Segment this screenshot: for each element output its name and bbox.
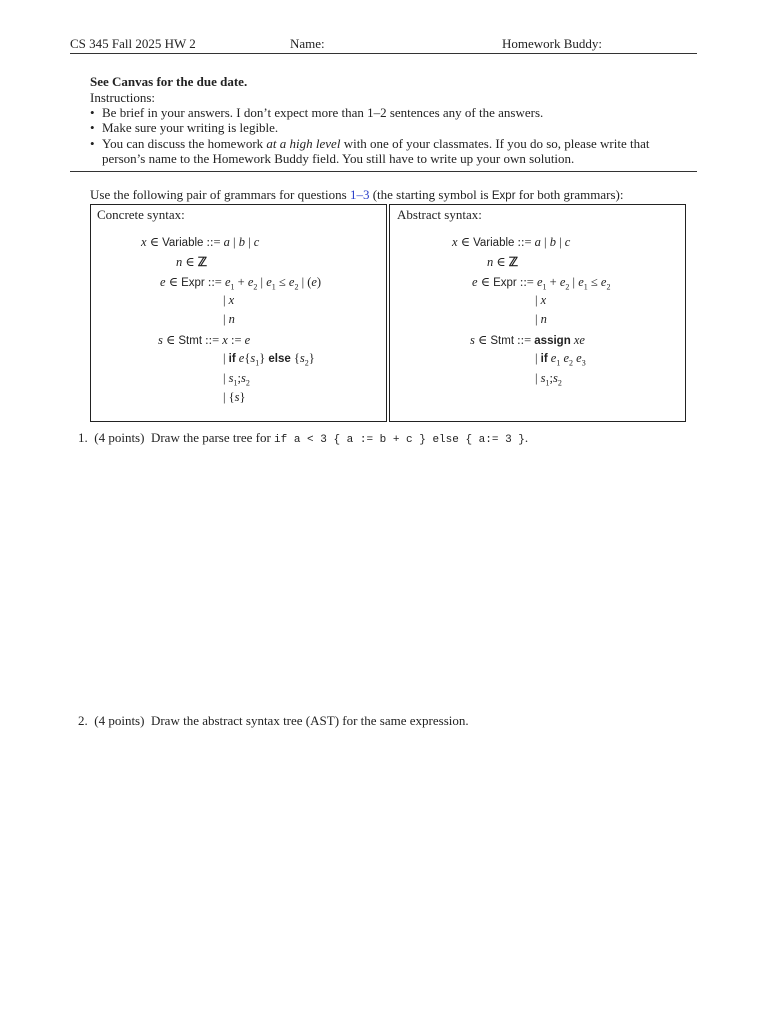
- due-date-note: See Canvas for the due date.: [90, 74, 248, 89]
- grammar-alt: | $s_1;s_2$: [535, 371, 562, 388]
- instruction-item: Be brief in your answers. I don’t expect more than 1–2 sentences any of the answers.: [102, 105, 544, 120]
- grammar-alt: | n: [535, 312, 547, 326]
- grammar-rule: e ∈ Expr ::= $e_1 + e_2$ | $e_1 \le e_2$ | (e): [160, 275, 322, 292]
- grammar-alt: | x: [223, 293, 235, 307]
- bullet-marker: •: [90, 105, 95, 120]
- abstract-syntax-title: Abstract syntax:: [397, 207, 482, 222]
- abstract-syntax-box: [389, 204, 686, 422]
- buddy-field-label: Homework Buddy:: [502, 36, 603, 51]
- instruction-item: You can discuss the homework at a high level with one of your classmates. If you do so, please write that: [102, 136, 650, 151]
- grammar-alt: | if $e_1$ $e_2$ $e_3$: [535, 351, 586, 368]
- instructions-heading: Instructions:: [90, 90, 155, 105]
- grammar-alt: | x: [535, 293, 547, 307]
- question-2: 2. (4 points) Draw the abstract syntax tree (AST) for the same expression.: [78, 713, 469, 728]
- grammar-alt: | if $e\{s_1\}$ else $\{s_2\}$: [223, 351, 315, 368]
- grammar-rule: n ∈ ℤ: [176, 255, 208, 269]
- grammar-rule: x ∈ Variable ::= a | b | c: [452, 235, 571, 249]
- grammar-rule: s ∈ Stmt ::= x := e: [158, 333, 251, 347]
- instructions-rule: [70, 171, 697, 172]
- bullet-marker: •: [90, 136, 95, 151]
- header-rule: [70, 53, 697, 54]
- question-1: 1. (4 points) Draw the parse tree for if a < 3 { a := b + c } else { a:= 3 }.: [78, 430, 529, 446]
- concrete-syntax-box: [90, 204, 387, 422]
- bullet-marker: •: [90, 120, 95, 135]
- grammar-rule: n ∈ ℤ: [487, 255, 519, 269]
- grammar-alt: | n: [223, 312, 235, 326]
- grammar-alt: | {s}: [223, 390, 246, 404]
- grammar-rule: e ∈ Expr ::= $e_1 + e_2$ | $e_1 \le e_2$: [472, 275, 611, 292]
- concrete-syntax-title: Concrete syntax:: [97, 207, 185, 222]
- instruction-item: Make sure your writing is legible.: [102, 120, 279, 135]
- grammar-intro: Use the following pair of grammars for questions 1–3 (the starting symbol is Expr for both grammars):: [90, 187, 624, 202]
- grammar-rule: s ∈ Stmt ::= assign xe: [470, 333, 585, 347]
- name-field-label: Name:: [290, 36, 325, 51]
- question-range-link[interactable]: 1–3: [349, 187, 370, 202]
- instruction-item-continued: person’s name to the Homework Buddy field. You still have to write up your own solution.: [102, 151, 575, 166]
- grammar-alt: | $s_1;s_2$: [223, 371, 250, 388]
- parse-code-snippet: if a < 3 { a := b + c } else { a:= 3 }: [274, 434, 525, 446]
- course-header: CS 345 Fall 2025 HW 2: [70, 36, 196, 51]
- grammar-rule: x ∈ Variable ::= a | b | c: [141, 235, 260, 249]
